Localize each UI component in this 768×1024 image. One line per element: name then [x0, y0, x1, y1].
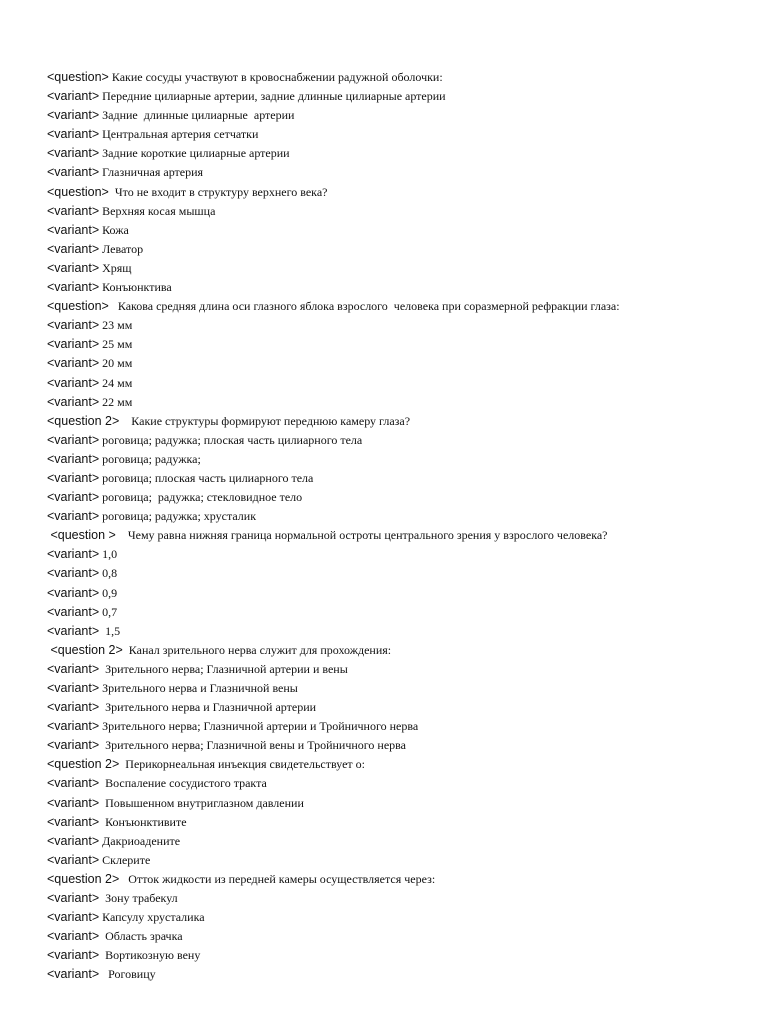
- question-text: Какие структуры формируют переднюю камеру глаза?: [119, 413, 411, 428]
- variant-line: [47, 431, 747, 450]
- variant-line: [47, 622, 747, 641]
- question-line: [47, 641, 747, 660]
- question-list: [47, 68, 747, 985]
- variant-line: [47, 603, 747, 622]
- variant-tag: <variant>: [47, 929, 100, 944]
- question-line: [47, 183, 747, 202]
- variant-text: роговица; радужка; хрусталик: [99, 509, 257, 524]
- variant-text: 1,0: [99, 547, 118, 562]
- variant-tag: <variant>: [47, 547, 100, 562]
- variant-text: Зрительного нерва; Глазничной артерии и Тройничного нерва: [99, 719, 419, 734]
- variant-text: Конъюнктива: [99, 280, 172, 295]
- question-text: Какие сосуды участвуют в кровоснабжении радужной оболочки:: [108, 70, 443, 84]
- variant-tag: <variant>: [47, 222, 100, 237]
- variant-text: Зрительного нерва и Глазничной артерии: [99, 700, 317, 715]
- variant-text: Верхняя косая мышца: [99, 203, 216, 218]
- variant-line: [47, 374, 747, 393]
- variant-text: 22 мм: [99, 394, 133, 409]
- variant-line: [47, 469, 747, 488]
- variant-line: [47, 125, 747, 144]
- question-text: Отток жидкости из передней камеры осуществляется через:: [119, 871, 436, 886]
- question-tag: <question >: [47, 528, 116, 543]
- variant-line: [47, 278, 747, 297]
- variant-tag: <variant>: [47, 910, 100, 925]
- variant-line: [47, 851, 747, 870]
- question-line: [47, 412, 747, 431]
- variant-line: [47, 202, 747, 221]
- variant-tag: <variant>: [47, 127, 100, 142]
- variant-line: [47, 813, 747, 832]
- variant-tag: <variant>: [47, 948, 100, 963]
- variant-text: 0,9: [99, 585, 118, 600]
- variant-tag: <variant>: [47, 146, 100, 161]
- variant-tag: <variant>: [47, 241, 100, 256]
- variant-line: [47, 507, 747, 526]
- question-tag: <question 2>: [47, 757, 120, 772]
- variant-text: Область зрачка: [99, 929, 183, 944]
- question-line: [47, 755, 747, 774]
- variant-tag: <variant>: [47, 891, 100, 906]
- variant-text: Капсулу хрусталика: [99, 910, 205, 925]
- variant-tag: <variant>: [47, 375, 100, 390]
- variant-text: 20 мм: [99, 356, 133, 371]
- variant-tag: <variant>: [47, 394, 100, 409]
- variant-tag: <variant>: [47, 661, 100, 676]
- variant-text: Передние цилиарные артерии, задние длинные цилиарные артерии: [99, 89, 446, 104]
- variant-text: Склерите: [99, 852, 151, 867]
- question-tag: <question 2>: [47, 413, 120, 428]
- variant-tag: <variant>: [47, 814, 100, 829]
- variant-line: [47, 354, 747, 373]
- variant-tag: <variant>: [47, 260, 100, 275]
- variant-line: [47, 679, 747, 698]
- variant-line: [47, 450, 747, 469]
- question-line: [47, 297, 747, 316]
- variant-line: [47, 221, 747, 240]
- variant-tag: <variant>: [47, 490, 100, 505]
- variant-tag: <variant>: [47, 700, 100, 715]
- variant-line: [47, 545, 747, 564]
- variant-text: 0,8: [99, 566, 118, 581]
- question-line: [47, 68, 747, 87]
- variant-line: [47, 87, 747, 106]
- variant-text: Зрительного нерва и Глазничной вены: [99, 681, 298, 695]
- variant-line: [47, 240, 747, 259]
- variant-tag: <variant>: [47, 318, 100, 333]
- variant-tag: <variant>: [47, 337, 100, 352]
- variant-text: Кожа: [99, 222, 129, 237]
- variant-text: Леватор: [99, 241, 144, 256]
- variant-tag: <variant>: [47, 470, 100, 485]
- variant-text: Конъюнктивите: [99, 814, 187, 829]
- variant-line: [47, 163, 747, 182]
- variant-line: [47, 488, 747, 507]
- variant-text: Зону трабекул: [99, 891, 178, 906]
- question-text: Какова средняя длина оси глазного яблока взрослого человека при соразмерной рефракции глаза:: [108, 299, 620, 314]
- variant-tag: <variant>: [47, 89, 100, 104]
- question-tag: <question>: [47, 70, 109, 84]
- variant-line: [47, 717, 747, 736]
- variant-text: 1,5: [99, 623, 121, 638]
- variant-text: роговица; плоская часть цилиарного тела: [99, 470, 314, 485]
- question-line: [47, 870, 747, 889]
- question-tag: <question>: [47, 184, 109, 199]
- variant-text: Зрительного нерва; Глазничной вены и Тройничного нерва: [99, 738, 406, 753]
- variant-line: [47, 335, 747, 354]
- variant-text: 0,7: [99, 604, 118, 619]
- variant-line: [47, 584, 747, 603]
- question-tag: <question 2>: [47, 642, 123, 657]
- variant-tag: <variant>: [47, 165, 100, 180]
- question-line: [47, 526, 747, 545]
- variant-text: 24 мм: [99, 375, 133, 390]
- variant-text: Хрящ: [99, 260, 132, 275]
- variant-tag: <variant>: [47, 795, 100, 810]
- variant-tag: <variant>: [47, 585, 100, 600]
- variant-line: [47, 794, 747, 813]
- variant-tag: <variant>: [47, 852, 100, 867]
- variant-tag: <variant>: [47, 681, 100, 695]
- variant-line: [47, 908, 747, 927]
- variant-line: [47, 698, 747, 717]
- variant-text: Зрительного нерва; Глазничной артерии и вены: [99, 661, 348, 676]
- variant-line: [47, 393, 747, 412]
- variant-line: [47, 774, 747, 793]
- variant-tag: <variant>: [47, 280, 100, 295]
- variant-tag: <variant>: [47, 451, 100, 466]
- variant-tag: <variant>: [47, 623, 100, 638]
- variant-text: Вортикозную вену: [99, 948, 201, 963]
- variant-line: [47, 927, 747, 946]
- variant-tag: <variant>: [47, 604, 100, 619]
- question-tag: <question 2>: [47, 871, 120, 886]
- variant-text: Роговицу: [99, 967, 156, 982]
- variant-line: [47, 106, 747, 125]
- variant-tag: <variant>: [47, 776, 100, 791]
- variant-text: роговица; радужка; плоская часть цилиарного тела: [99, 432, 363, 447]
- variant-line: [47, 832, 747, 851]
- question-tag: <question>: [47, 299, 109, 314]
- variant-text: 23 мм: [99, 318, 133, 333]
- variant-line: [47, 259, 747, 278]
- variant-tag: <variant>: [47, 432, 100, 447]
- question-text: Канал зрительного нерва служит для прохождения:: [122, 642, 392, 657]
- variant-tag: <variant>: [47, 738, 100, 753]
- question-text: Перикорнеальная инъекция свидетельствует о:: [119, 757, 366, 772]
- variant-line: [47, 144, 747, 163]
- question-text: Чему равна нижняя граница нормальной остроты центрального зрения у взрослого человека?: [115, 528, 608, 543]
- variant-tag: <variant>: [47, 203, 100, 218]
- variant-line: [47, 316, 747, 335]
- variant-line: [47, 564, 747, 583]
- variant-text: Глазничная артерия: [99, 165, 204, 180]
- variant-line: [47, 660, 747, 679]
- variant-text: 25 мм: [99, 337, 133, 352]
- variant-text: роговица; радужка; стекловидное тело: [99, 490, 303, 505]
- variant-text: роговица; радужка;: [99, 451, 201, 466]
- variant-line: [47, 965, 747, 984]
- variant-text: Центральная артерия сетчатки: [99, 127, 259, 142]
- variant-text: Задние короткие цилиарные артерии: [99, 146, 290, 161]
- variant-tag: <variant>: [47, 566, 100, 581]
- variant-text: Воспаление сосудистого тракта: [99, 776, 267, 791]
- question-text: Что не входит в структуру верхнего века?: [108, 184, 328, 199]
- variant-tag: <variant>: [47, 719, 100, 734]
- variant-text: Дакриоадените: [99, 833, 181, 848]
- variant-tag: <variant>: [47, 108, 100, 123]
- variant-line: [47, 889, 747, 908]
- variant-tag: <variant>: [47, 509, 100, 524]
- variant-line: [47, 946, 747, 965]
- variant-text: Повышенном внутриглазном давлении: [99, 795, 304, 810]
- variant-text: Задние длинные цилиарные артерии: [99, 108, 295, 123]
- variant-tag: <variant>: [47, 967, 100, 982]
- variant-tag: <variant>: [47, 833, 100, 848]
- variant-line: [47, 736, 747, 755]
- variant-tag: <variant>: [47, 356, 100, 371]
